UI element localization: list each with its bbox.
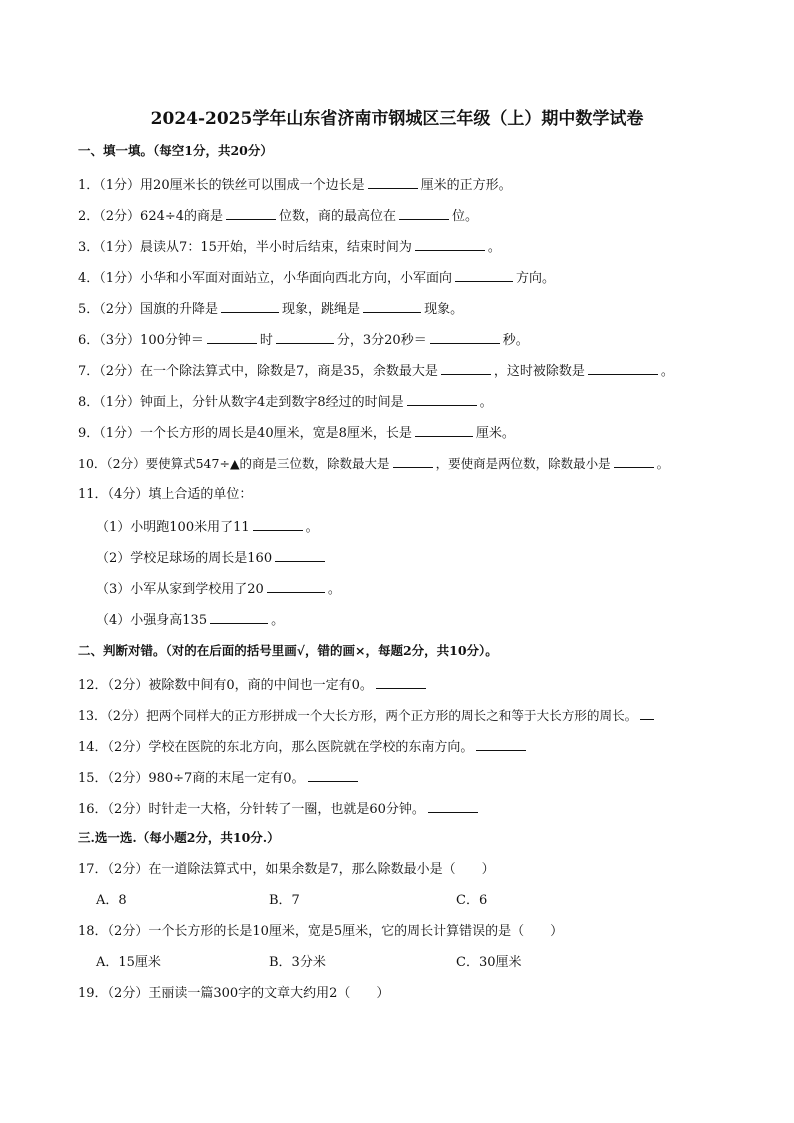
question-4: 4．（1分）小华和小军面对面站立，小华面向西北方向，小军面向 方向。 bbox=[78, 271, 556, 286]
question-16: 16．（2分）时针走一大格，分针转了一圈，也就是60分钟。 bbox=[78, 800, 481, 818]
option-c[interactable]: C．30厘米 bbox=[456, 955, 522, 970]
answer-blank[interactable] bbox=[393, 455, 433, 468]
answer-blank[interactable] bbox=[415, 238, 485, 251]
question-2: 2．（2分）624÷4的商是 位数，商的最高位在 位。 bbox=[78, 209, 479, 224]
answer-blank[interactable] bbox=[614, 455, 654, 468]
answer-blank[interactable] bbox=[430, 331, 500, 344]
answer-blank[interactable] bbox=[368, 176, 418, 189]
answer-blank[interactable] bbox=[221, 300, 279, 313]
answer-blank[interactable] bbox=[376, 676, 426, 689]
question-11-2: （2）学校足球场的周长是160 bbox=[96, 549, 328, 567]
answer-blank[interactable] bbox=[441, 362, 491, 375]
question-15: 15．（2分）980÷7商的末尾一定有0。 bbox=[78, 769, 361, 787]
option-c[interactable]: C．6 bbox=[456, 893, 488, 908]
option-a[interactable]: A．15厘米 bbox=[96, 955, 161, 970]
question-13: 13．（2分）把两个同样大的正方形拼成一个大长方形，两个正方形的周长之和等于大长方形的周长。 bbox=[78, 707, 657, 724]
option-b[interactable]: B．3分米 bbox=[269, 955, 326, 970]
answer-blank[interactable] bbox=[226, 207, 276, 220]
page-title: 2024-2025学年山东省济南市钢城区三年级（上）期中数学试卷 bbox=[150, 109, 644, 129]
answer-blank[interactable] bbox=[207, 331, 257, 344]
answer-blank[interactable] bbox=[428, 800, 478, 813]
question-9: 9．（1分）一个长方形的周长是40厘米，宽是8厘米，长是 厘米。 bbox=[78, 426, 515, 441]
section-choice: 三.选一选.（每小题2分，共10分.） bbox=[78, 830, 280, 845]
answer-blank[interactable] bbox=[363, 300, 421, 313]
answer-blank[interactable] bbox=[267, 580, 325, 593]
answer-blank[interactable] bbox=[276, 331, 334, 344]
question-11-4: （4）小强身高135 。 bbox=[96, 613, 285, 628]
question-6: 6．（3分）100分钟＝ 时 分，3分20秒＝ 秒。 bbox=[78, 333, 529, 348]
question-1: 1．（1分）用20厘米长的铁丝可以围成一个边长是 厘米的正方形。 bbox=[78, 178, 512, 193]
answer-blank[interactable] bbox=[476, 738, 526, 751]
answer-blank[interactable] bbox=[640, 707, 654, 720]
question-18: 18．（2分）一个长方形的长是10厘米，宽是5厘米，它的周长计算错误的是（ ） bbox=[78, 924, 564, 939]
answer-blank[interactable] bbox=[407, 393, 477, 406]
answer-blank[interactable] bbox=[399, 207, 449, 220]
question-14: 14．（2分）学校在医院的东北方向，那么医院就在学校的东南方向。 bbox=[78, 738, 529, 756]
answer-blank[interactable] bbox=[455, 269, 513, 282]
answer-blank[interactable] bbox=[588, 362, 658, 375]
question-3: 3．（1分）晨读从7：15开始，半小时后结束，结束时间为 。 bbox=[78, 240, 501, 255]
question-17: 17．（2分）在一道除法算式中，如果余数是7，那么除数最小是（ ） bbox=[78, 862, 495, 877]
answer-blank[interactable] bbox=[253, 518, 303, 531]
answer-blank[interactable] bbox=[210, 611, 268, 624]
answer-blank[interactable] bbox=[308, 769, 358, 782]
question-10: 10．（2分）要使算式547÷▲的商是三位数，除数最大是 ，要使商是两位数，除数最小是 。 bbox=[78, 456, 670, 471]
question-12: 12．（2分）被除数中间有0，商的中间也一定有0。 bbox=[78, 676, 429, 694]
option-a[interactable]: A．8 bbox=[96, 893, 127, 908]
answer-blank[interactable] bbox=[415, 424, 473, 437]
question-11-3: （3）小军从家到学校用了20 。 bbox=[96, 582, 341, 597]
question-5: 5．（2分）国旗的升降是 现象，跳绳是 现象。 bbox=[78, 302, 464, 317]
question-19: 19．（2分）王丽读一篇300字的文章大约用2（ ） bbox=[78, 986, 390, 1001]
section-fill-blank: 一、填一填。（每空1分，共20分） bbox=[78, 143, 273, 158]
section-true-false: 二、判断对错。（对的在后面的括号里画√，错的画×，每题2分，共10分）。 bbox=[78, 643, 498, 658]
option-b[interactable]: B．7 bbox=[269, 893, 300, 908]
question-8: 8．（1分）钟面上，分针从数字4走到数字8经过的时间是 。 bbox=[78, 395, 493, 410]
answer-blank[interactable] bbox=[275, 549, 325, 562]
question-11-1: （1）小明跑100米用了11 。 bbox=[96, 520, 319, 535]
question-7: 7．（2分）在一个除法算式中，除数是7，商是35，余数最大是 ，这时被除数是 。 bbox=[78, 364, 674, 379]
question-11: 11．（4分）填上合适的单位： bbox=[78, 487, 253, 502]
